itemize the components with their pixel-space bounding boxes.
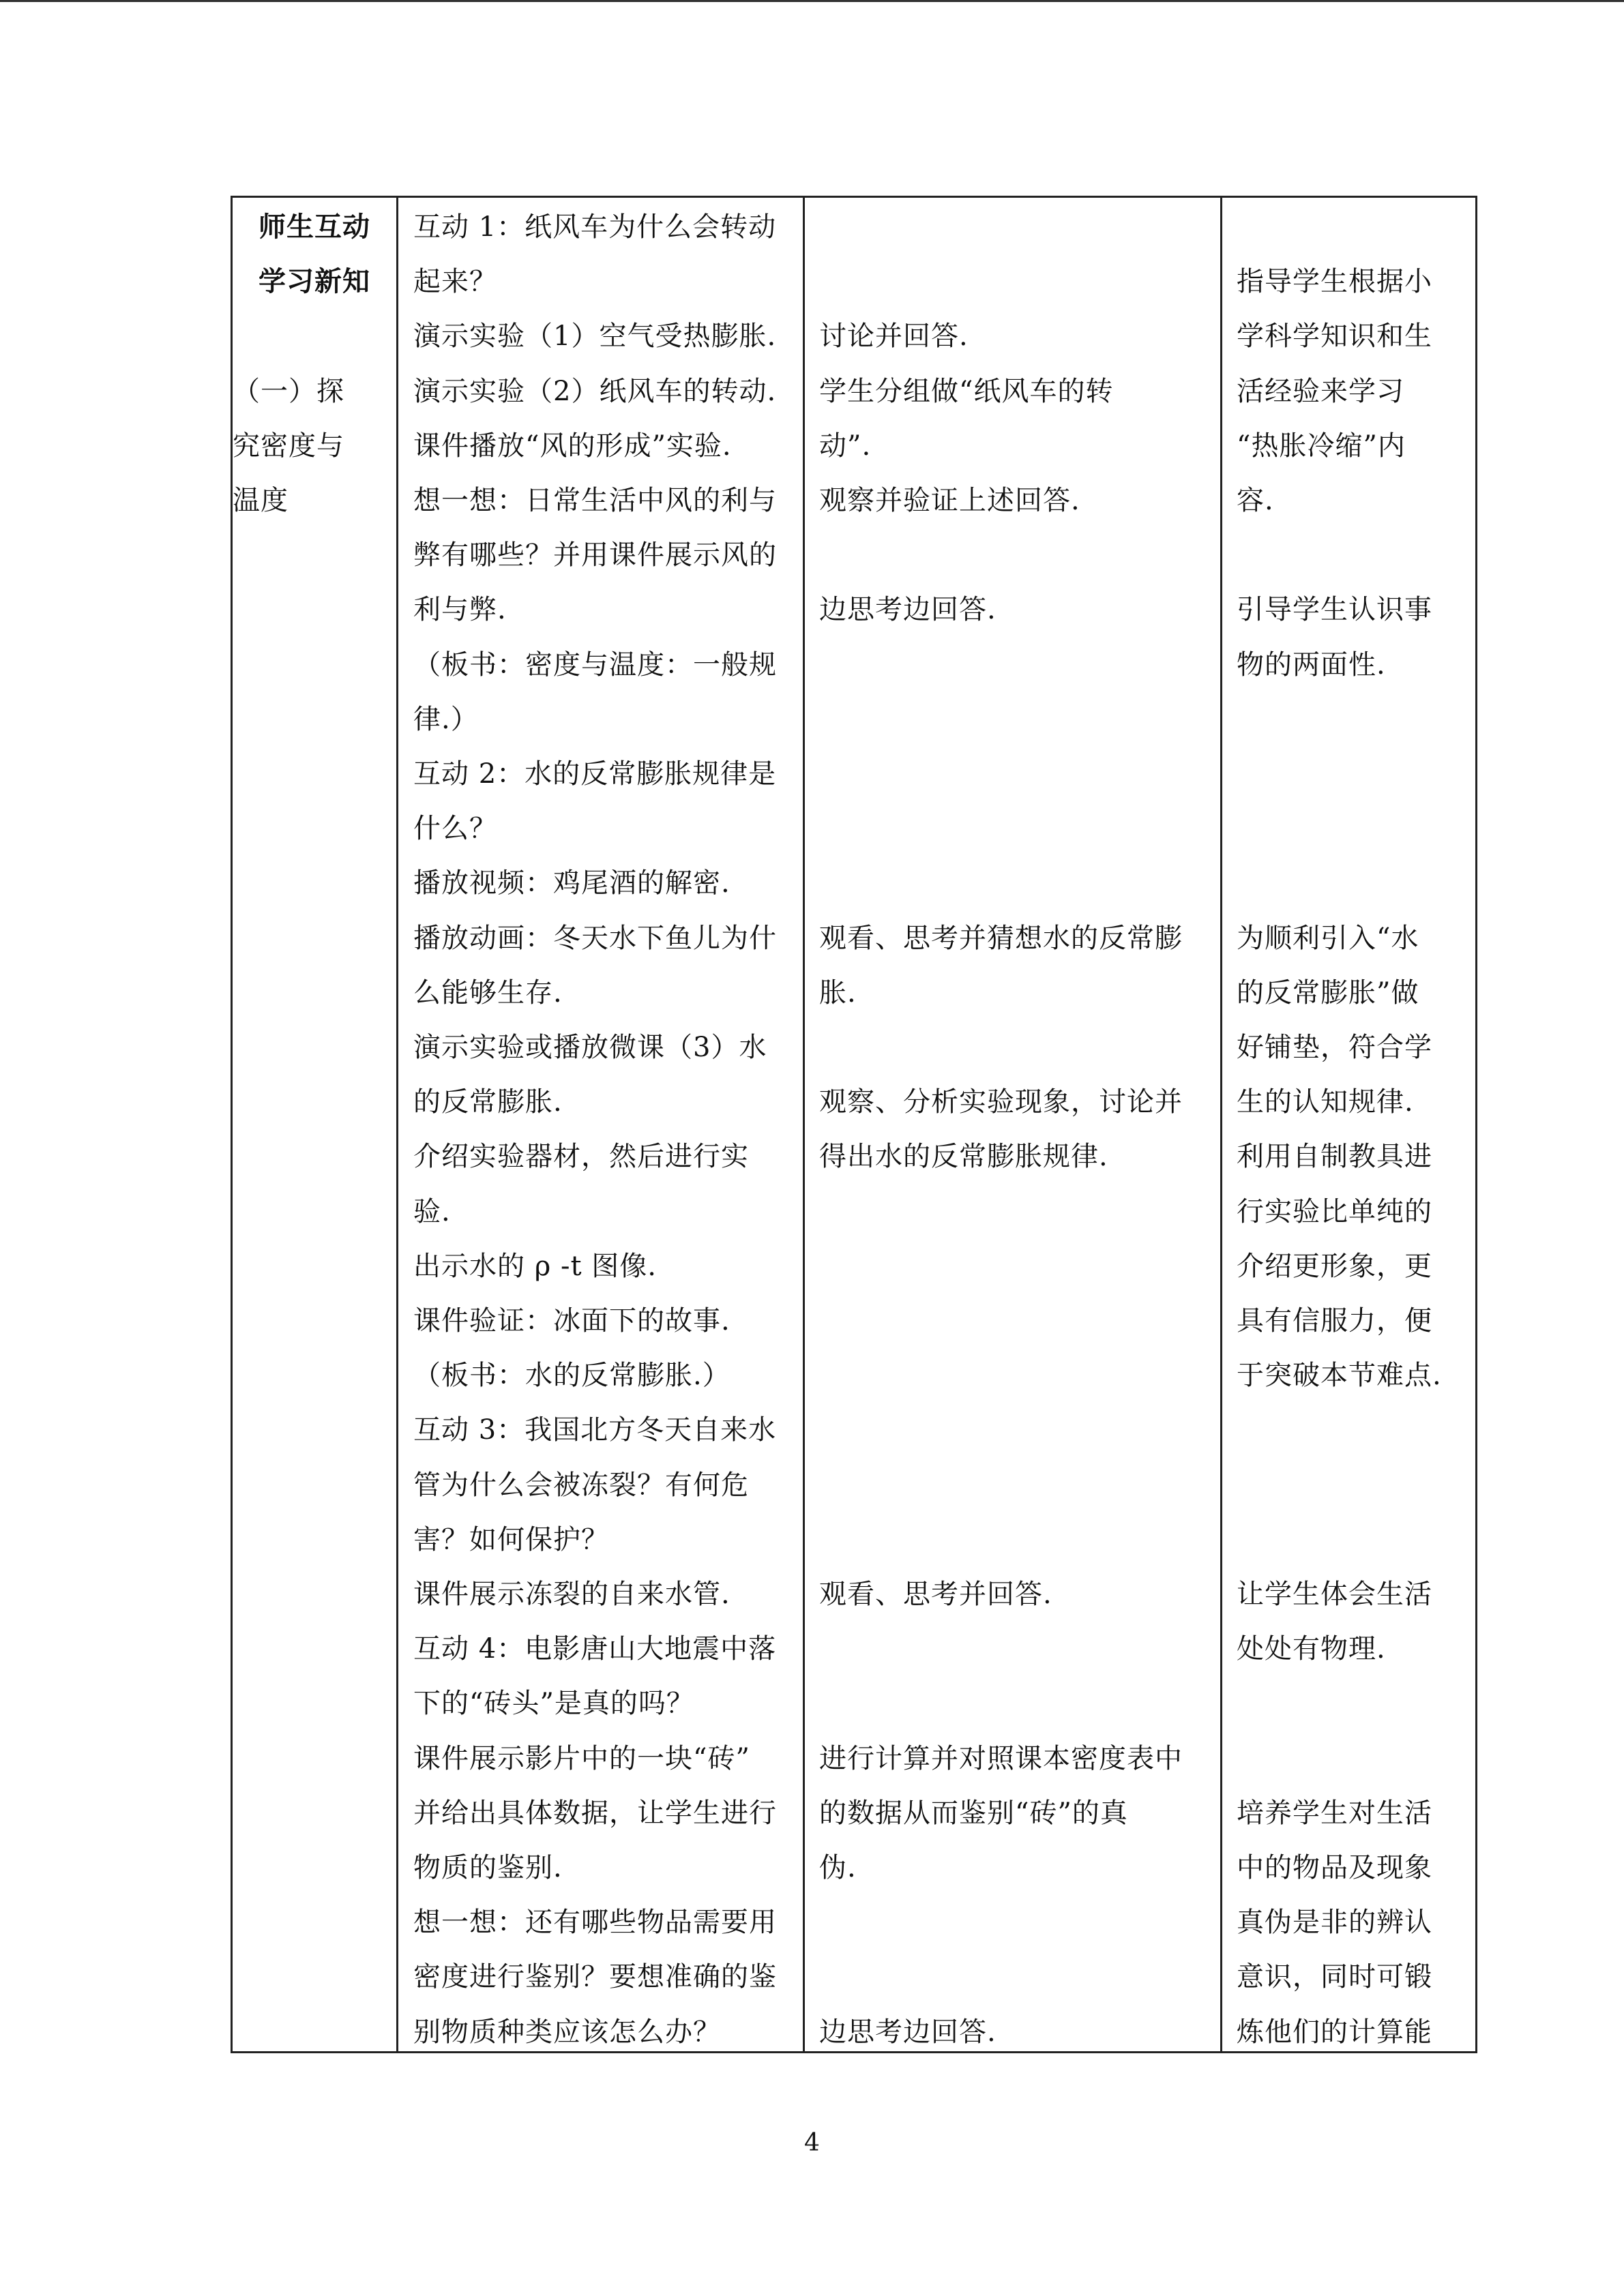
table-cell-line: 伪. <box>819 1852 857 1883</box>
table-cell-line: （板书：密度与温度：一般规 <box>413 648 777 681</box>
table-cell-line: 下的“砖头”是真的吗？ <box>413 1688 694 1720</box>
table-cell-line: 密度进行鉴别？要想准确的鉴 <box>413 1961 777 1993</box>
table-cell-line: “热胀冷缩”内 <box>1237 430 1406 462</box>
table-cell-line: 边思考边回答. <box>819 2016 996 2048</box>
table-cell-line: 讨论并回答. <box>819 320 969 353</box>
table-cell-line: 互动 3：我国北方冬天自来水 <box>413 1414 777 1446</box>
column-divider <box>1220 198 1222 2051</box>
table-cell-line: 害？如何保护？ <box>413 1523 609 1555</box>
table-cell-line: 互动 4：电影唐山大地震中落 <box>413 1633 777 1665</box>
table-cell-line: 中的物品及现象 <box>1237 1852 1432 1883</box>
table-cell-line: 进行计算并对照课本密度表中 <box>819 1742 1183 1774</box>
column-divider <box>803 198 805 2051</box>
table-cell-line: 律.） <box>413 703 479 735</box>
table-cell-line: 真伪是非的辨认 <box>1237 1907 1432 1939</box>
table-cell-line: 生的认知规律. <box>1237 1086 1414 1118</box>
table-cell-line: 师生互动 <box>259 211 370 243</box>
table-cell-line: 介绍更形象，更 <box>1237 1250 1432 1282</box>
table-cell-line: 指导学生根据小 <box>1237 266 1432 298</box>
table-cell-line: 管为什么会被冻裂？有何危 <box>413 1469 749 1501</box>
table-cell-line: 想一想：还有哪些物品需要用 <box>413 1907 777 1939</box>
table-cell-line: 课件验证：冰面下的故事. <box>413 1305 730 1337</box>
lesson-plan-table <box>231 196 1477 2053</box>
table-cell-line: 的反常膨胀”做 <box>1237 976 1419 1009</box>
table-cell-line: 利与弊. <box>413 594 507 626</box>
table-cell-line: 么能够生存. <box>413 976 563 1009</box>
table-cell-line: 物的两面性. <box>1237 648 1386 681</box>
page-number: 4 <box>804 2129 820 2157</box>
table-cell-line: 观察、分析实验现象，讨论并 <box>819 1086 1183 1118</box>
table-cell-line: 验. <box>413 1195 451 1227</box>
table-cell-line: 为顺利引入“水 <box>1237 922 1419 954</box>
table-cell-line: 介绍实验器材，然后进行实 <box>413 1141 749 1173</box>
table-cell-line: 好铺垫，符合学 <box>1237 1032 1432 1063</box>
table-cell-line: 动”. <box>819 430 872 462</box>
table-cell-line: 学习新知 <box>259 265 370 298</box>
table-cell-line: 演示实验或播放微课（3）水 <box>413 1032 767 1063</box>
table-cell-line: 课件展示冻裂的自来水管. <box>413 1579 730 1610</box>
table-cell-line: 胀. <box>819 976 857 1009</box>
table-cell-line: 活经验来学习 <box>1237 375 1404 407</box>
table-cell-line: 利用自制教具进 <box>1237 1141 1432 1173</box>
table-cell-line: 观看、思考并回答. <box>819 1579 1052 1610</box>
table-cell-line: 温度 <box>233 485 289 516</box>
table-cell-line: 播放动画：冬天水下鱼儿为什 <box>413 922 777 954</box>
table-cell-line: 课件展示影片中的一块“砖” <box>413 1742 750 1774</box>
table-cell-line: 课件播放“风的形成”实验. <box>413 430 732 462</box>
table-cell-line: 学生分组做“纸风车的转 <box>819 375 1114 407</box>
table-cell-line: 处处有物理. <box>1237 1633 1386 1665</box>
table-cell-line: 互动 2：水的反常膨胀规律是 <box>413 758 777 790</box>
table-cell-line: 观看、思考并猜想水的反常膨 <box>819 922 1183 954</box>
table-cell-line: （板书：水的反常膨胀.） <box>413 1360 730 1392</box>
table-cell-line: 行实验比单纯的 <box>1237 1195 1432 1227</box>
top-border <box>0 0 1624 2</box>
table-cell-line: 让学生体会生活 <box>1237 1579 1432 1610</box>
table-cell-line: （一）探 <box>233 375 344 407</box>
table-cell-line: 引导学生认识事 <box>1237 594 1432 626</box>
column-divider <box>396 198 398 2051</box>
table-cell-line: 学科学知识和生 <box>1237 320 1432 353</box>
table-cell-line: 培养学生对生活 <box>1237 1797 1432 1829</box>
table-cell-line: 弊有哪些？并用课件展示风的 <box>413 539 777 571</box>
table-cell-line: 别物质种类应该怎么办？ <box>413 2016 721 2048</box>
table-cell-line: 的反常膨胀. <box>413 1086 563 1118</box>
table-cell-line: 炼他们的计算能 <box>1237 2016 1432 2048</box>
table-cell-line: 观察并验证上述回答. <box>819 485 1080 516</box>
table-cell-line: 并给出具体数据，让学生进行 <box>413 1797 777 1829</box>
table-cell-line: 得出水的反常膨胀规律. <box>819 1141 1108 1173</box>
table-cell-line: 物质的鉴别. <box>413 1852 563 1883</box>
table-cell-line: 容. <box>1237 485 1274 516</box>
table-cell-line: 想一想：日常生活中风的利与 <box>413 485 777 516</box>
table-cell-line: 的数据从而鉴别“砖”的真 <box>819 1797 1128 1829</box>
table-cell-line: 究密度与 <box>233 430 344 462</box>
table-cell-line: 播放视频：鸡尾酒的解密. <box>413 867 730 899</box>
table-cell-line: 于突破本节难点. <box>1237 1360 1442 1392</box>
table-cell-line: 演示实验（1）空气受热膨胀. <box>413 320 777 353</box>
table-cell-line: 起来？ <box>413 266 497 298</box>
table-cell-line: 演示实验（2）纸风车的转动. <box>413 375 777 407</box>
table-cell-line: 什么？ <box>413 813 497 845</box>
table-cell-line: 具有信服力，便 <box>1237 1305 1432 1337</box>
table-cell-line: 出示水的 ρ -t 图像. <box>413 1250 657 1282</box>
table-cell-line: 意识，同时可锻 <box>1237 1961 1432 1993</box>
table-cell-line: 互动 1：纸风车为什么会转动 <box>413 211 777 243</box>
table-cell-line: 边思考边回答. <box>819 594 996 626</box>
